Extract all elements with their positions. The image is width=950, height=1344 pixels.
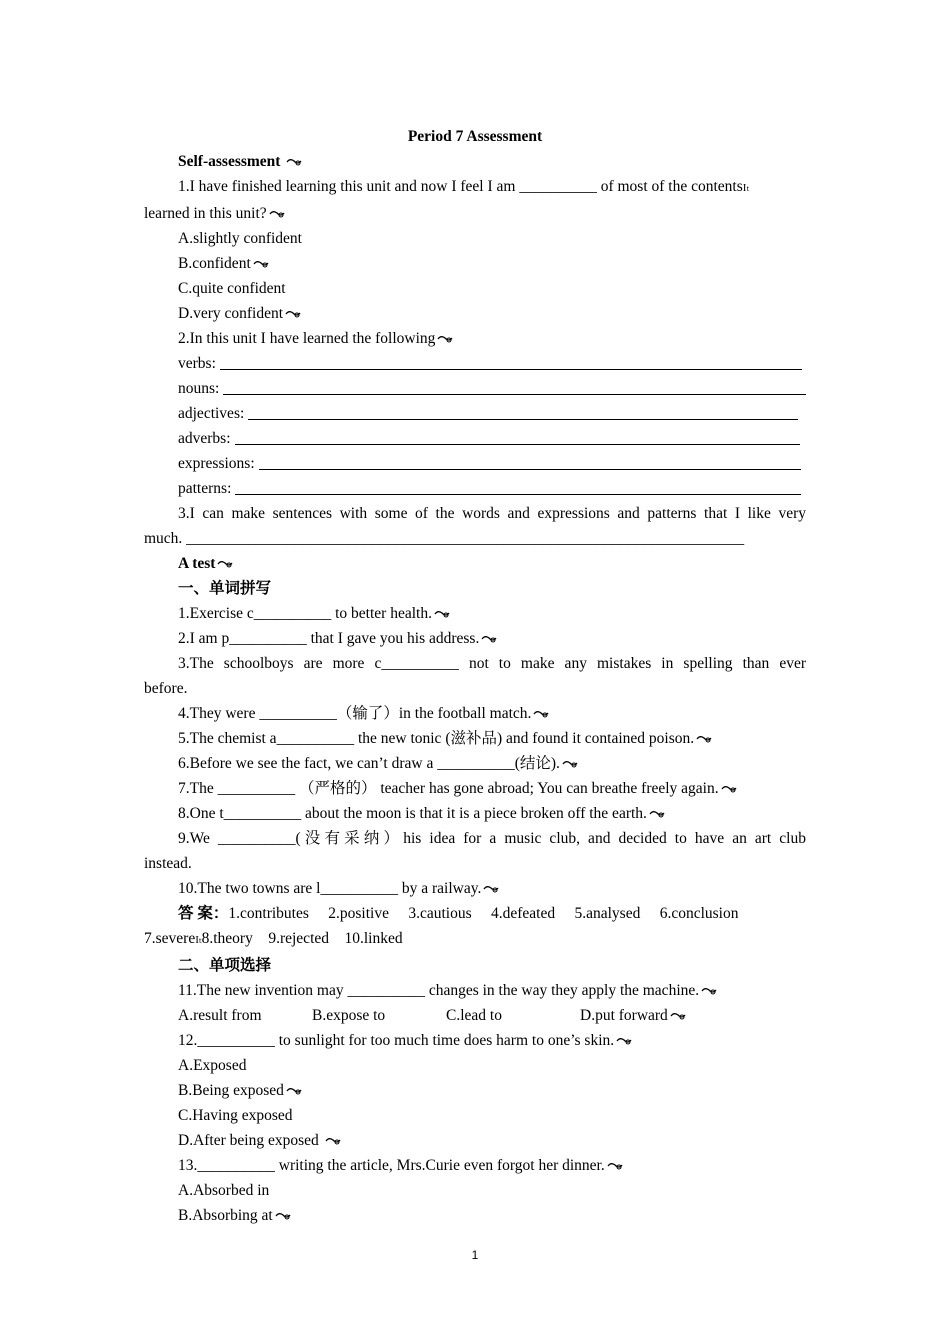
mark-icon xyxy=(649,809,665,819)
section2-heading: 二、单项选择 xyxy=(178,957,272,974)
q11-options xyxy=(144,1003,806,1028)
patterns-line: patterns: xyxy=(144,476,806,501)
item-3-line2: before. xyxy=(144,680,188,697)
q13-option-a: A.Absorbed in xyxy=(178,1182,270,1199)
test-heading: A test xyxy=(144,551,806,576)
item-2: 2.I am p__________ that I gave you his address. xyxy=(144,626,806,651)
q11: 11.The new invention may __________ changes in the way they apply the machine. xyxy=(144,978,806,1003)
q11-option-a: A.result from xyxy=(178,1007,262,1024)
q12-option-c: C.Having exposed xyxy=(178,1107,293,1124)
mark-icon xyxy=(269,209,285,219)
mark-icon xyxy=(217,559,233,569)
self-assessment-heading: Self-assessment xyxy=(144,149,806,174)
mark-icon xyxy=(701,986,717,996)
expressions-line: expressions: xyxy=(144,451,806,476)
mark-icon xyxy=(696,734,712,744)
page-number: 1 xyxy=(471,1248,479,1262)
mark-icon xyxy=(562,759,578,769)
q12-option-b: B.Being exposed xyxy=(144,1078,806,1103)
mark-icon xyxy=(616,1036,632,1046)
item-10: 10.The two towns are l__________ by a railway. xyxy=(144,876,806,901)
mark-icon xyxy=(325,1136,341,1146)
verbs-line: verbs: xyxy=(144,351,806,376)
q1-line1: 1.I have finished learning this unit and now I feel I am __________ of most of the contentsIₜ xyxy=(178,178,750,195)
mark-icon xyxy=(285,309,301,319)
item-4: 4.They were __________（输了）in the football match. xyxy=(144,701,806,726)
q1-option-a: A.slightly confident xyxy=(178,230,302,247)
mark-icon xyxy=(434,609,450,619)
q13-option-b: B.Absorbing at xyxy=(144,1203,806,1228)
page-title: Period 7 Assessment xyxy=(407,128,543,145)
item-6: 6.Before we see the fact, we can’t draw a __________(结论). xyxy=(144,751,806,776)
nouns-line: nouns: xyxy=(144,376,806,401)
mark-icon xyxy=(533,709,549,719)
adjectives-line: adjectives: xyxy=(144,401,806,426)
item-8: 8.One t__________ about the moon is that it is a piece broken off the earth. xyxy=(144,801,806,826)
item-9-line2: instead. xyxy=(144,855,192,872)
answers-line1: 答 案：1.contributes 2.positive 3.cautious 4.defeated 5.analysed 6.conclusion xyxy=(178,905,739,922)
item-7: 7.The __________ （严格的） teacher has gone abroad; You can breathe freely again. xyxy=(144,776,806,801)
q13: 13.__________ writing the article, Mrs.Curie even forgot her dinner. xyxy=(144,1153,806,1178)
q11-option-b: B.expose to xyxy=(312,1007,386,1024)
mark-icon xyxy=(253,259,269,269)
mark-icon xyxy=(481,634,497,644)
mark-icon xyxy=(483,884,499,894)
q3-line2: much. ________________________________________________________________________ xyxy=(144,530,745,547)
mark-icon xyxy=(286,157,302,167)
adverbs-line: adverbs: xyxy=(144,426,806,451)
mark-icon xyxy=(275,1211,291,1221)
item-3-line1: 3.The schoolboys are more c__________ not to make any mistakes in spelling than ever xyxy=(178,655,806,672)
q1-line2: learned in this unit? xyxy=(144,201,806,226)
q12-option-a: A.Exposed xyxy=(178,1057,247,1074)
mark-icon xyxy=(721,784,737,794)
document-body xyxy=(144,124,806,1228)
q12: 12.__________ to sunlight for too much time does harm to one’s skin. xyxy=(144,1028,806,1053)
q1-option-d: D.very confident xyxy=(144,301,806,326)
item-9-line1: 9.We __________(没有采纳）his idea for a music club, and decided to have an art club xyxy=(178,830,806,847)
q12-option-d: D.After being exposed xyxy=(144,1128,806,1153)
answers-line2: 7.severeIₜ8.theory 9.rejected 10.linked xyxy=(144,930,403,947)
q11-option-d: D.put forward xyxy=(580,1003,686,1028)
section1-heading: 一、单词拼写 xyxy=(178,580,272,597)
item-1: 1.Exercise c__________ to better health. xyxy=(144,601,806,626)
mark-icon xyxy=(607,1161,623,1171)
item-5: 5.The chemist a__________ the new tonic (滋补品) and found it contained poison. xyxy=(144,726,806,751)
q3-line1: 3.I can make sentences with some of the words and expressions and patterns that I like very xyxy=(178,505,806,522)
q1-option-b: B.confident xyxy=(144,251,806,276)
mark-icon xyxy=(437,334,453,344)
mark-icon xyxy=(670,1011,686,1021)
q1-option-c: C.quite confident xyxy=(178,280,286,297)
q2-prompt: 2.In this unit I have learned the following xyxy=(144,326,806,351)
q11-option-c: C.lead to xyxy=(446,1007,502,1024)
mark-icon xyxy=(286,1086,302,1096)
